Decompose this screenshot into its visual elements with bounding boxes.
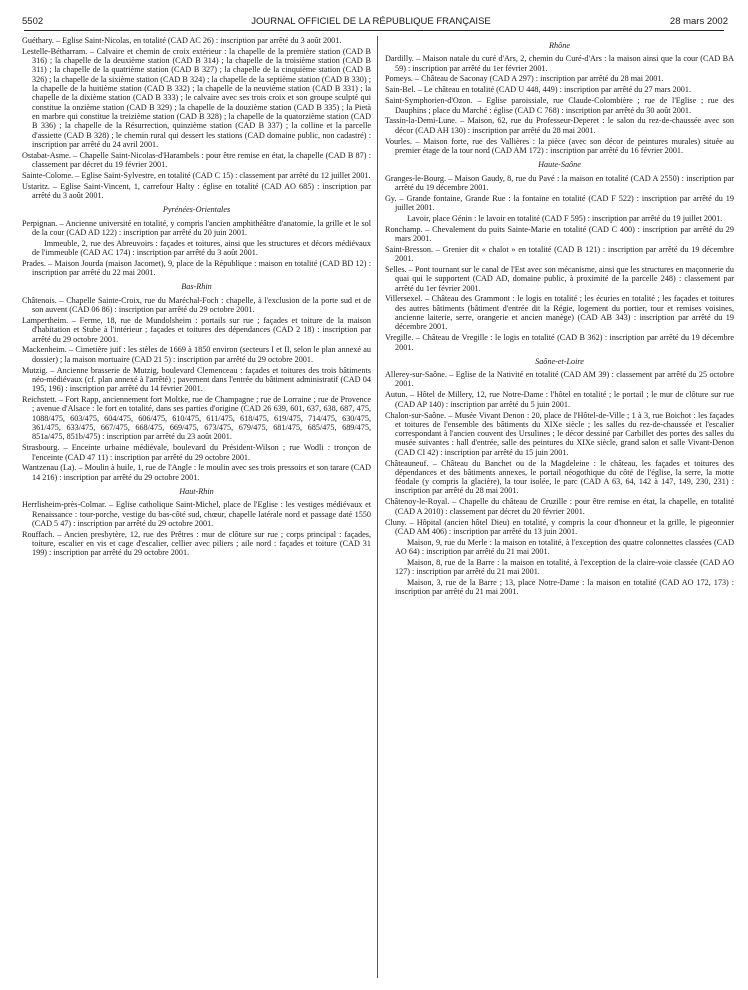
- decree-entry: Dardilly. – Maison natale du curé d'Ars, 2, chemin du Curé-d'Ars : la maison ainsi que la cour (CAD BA 59) : inscription par arrêté du 1er février 2001.: [385, 54, 734, 73]
- decree-entry: Villersexel. – Château des Grammont : le logis en totalité ; les écuries en totalité ; les façades et toitures des autres bâtiments (bâtiment d'entrée dit la Régie, logement du portier, tour et remises voisines, ancienne laiterie, serre, orangerie et ancien manège) (CAD AB 343) : inscription par arrêté du 19 décembre 2001.: [385, 294, 734, 332]
- decree-entry: Pomeys. – Château de Saconay (CAD A 297) : inscription par arrêté du 28 mai 2001.: [385, 74, 664, 84]
- decree-entry: Wantzenau (La). – Moulin à huile, 1, rue de l'Angle : le moulin avec ses trois pressoirs et son tarare (CAD 14 216) : inscription par arrêté du 29 octobre 2001.: [22, 463, 371, 482]
- decree-entry: Châteauneuf. – Château du Banchet ou de la Magdeleine : le château, les façades et toitures des dépendances et des bâtiments annexes, le portail néogothique du côté de l'église, la serre, la motte féodale (y compris la glacière), la tour isolée, le parc (CAD A 63, 64, 142 à 147, 149, 230, 231) : inscription par arrêté du 28 mai 2001.: [385, 458, 734, 496]
- decree-entry: Mackenheim. – Cimetière juif : les stèles de 1669 à 1850 environ (secteurs I et II, selon le plan annexé au dossier) ; la maison mortuaire (CAD 21 5) : inscription par arrêté du 29 octobre 2001.: [22, 345, 371, 364]
- decree-entry: Lampertheim. – Ferme, 18, rue de Mundolsheim : portails sur rue ; façades et toiture de la maison d'habitation et Stube à l'intérieur ; façades et toitures des dépendances (CAD 2 18) : inscription par arrêté du 29 octobre 2001.: [22, 315, 371, 344]
- decree-entry: Saint-Bresson. – Grenier dit « chalot » en totalité (CAD B 121) : inscription par arrêté du 19 décembre 2001.: [385, 244, 734, 264]
- decree-entry: Sainte-Colome. – Eglise Saint-Sylvestre, en totalité (CAD C 15) : classement par arrêté du 12 juillet 2001.: [22, 170, 371, 180]
- decree-entry: Ustaritz. – Eglise Saint-Vincent, 1, carrefour Halty : église en totalité (CAD AO 685) : inscription par arrêté du 3 août 2001.: [22, 181, 371, 201]
- decree-entry: Saint-Symphorien-d'Ozon. – Eglise paroissiale, rue Claude-Colombière ; rue de l'Eglise ; rue des Dauphins ; place du Marché : église (CAD C 768) : inscription par arrêté du 30 août 2001.: [385, 96, 734, 115]
- left-column: [22, 36, 371, 559]
- decree-entry: Reichstett. – Fort Rapp, anciennement fort Moltke, rue de Champagne ; rue de Lorraine ; rue de Provence ; avenue d'Alsace : le fort en totalité, dans ses parties d'origine (CAD 26 639, 601, 637, 638, 687, 475, 1088/475, 603/475, 604/475, 606/475, 610/475, 611/475, 618/475, 619/475, 714/475, 630/475, 361/475, 633/475, 667/475, 668/475, 669/475, 673/475, 679/475, 681/475, 685/475, 689/475, 851a/475, 851b/475) : inscription par arrêté du 23 août 2001.: [22, 395, 371, 442]
- decree-entry: Lestelle-Bétharram. – Calvaire et chemin de croix extérieur : la chapelle de la première station (CAD B 316) ; la chapelle de la deuxième station (CAD B 314) ; la chapelle de la troisième station (CAD B 311) ; la chapelle de la quatrième station (CAD B 327) ; la chapelle de la cinquième station (CAD B 326) ; la chapelle de la sixième station (CAD B 324) ; la chapelle de la septième station (CAD B 330) ; la chapelle de la huitième station (CAD B 332) ; la chapelle de la neuvième station (CAD B 331) ; la chapelle de la dixième station (CAD B 333) ; le calvaire avec ses trois croix et son groupe sculpté qui constitue la onzième station (CAD B 329) ; la chapelle de la douzième station (CAD B 335) ; la Pietà en marbre qui constitue la treizième station (CAD B 328) ; la chapelle de la quatorzième station (CAD B 336) ; la chapelle de la Résurrection, quinzième station (CAD B 337) ; la colline et la parcelle d'assiette (CAD B 328) ; le chemin rural qui dessert les stations (CAD domaine public, non cadastré) : inscription par arrêté du 24 avril 2001.: [22, 46, 371, 149]
- decree-entry: Rouffach. – Ancien presbytère, 12, rue des Prêtres : mur de clôture sur rue ; corps principal : façades, toiture, escalier en vis et cage d'escalier, cellier avec piliers ; aile nord : façades et toiture (CAD 31 199) : inscription par arrêté du 29 octobre 2001.: [22, 529, 371, 558]
- department-heading: Saône-et-Loire: [535, 356, 584, 366]
- decree-entry: Allerey-sur-Saône. – Eglise de la Nativité en totalité (CAD AM 39) : classement par arrêté du 25 octobre 2001.: [385, 370, 734, 389]
- publication-date: 28 mars 2002: [669, 16, 728, 27]
- decree-entry: Vourles. – Maison forte, rue des Vallières : la pièce (avec son décor de peintures murales) située au premier étage de la tour nord (CAD AM 172) : inscription par arrêté du 16 février 2001.: [385, 136, 734, 155]
- decree-entry: Chalon-sur-Saône. – Musée Vivant Denon : 20, place de l'Hôtel-de-Ville ; 1 à 3, rue Boichot : les façades et toitures de l'ensemble des bâtiments du XIXe siècle ; les salles du rez-de-chaussée et l'escalier correspondant à l'ancien couvent des Ursulines ; le décor dessiné par Carbillet des portes des salles du musée suivantes : hall d'entrée, salle des peintures du XIXe siècle, grand salon et salle Vivant-Denon (CAD CI 42) : inscription par arrêté du 15 juin 2001.: [385, 410, 734, 457]
- decree-entry: Gy. – Grande fontaine, Grande Rue : la fontaine en totalité (CAD F 522) : inscription par arrêté du 19 juillet 2001.: [385, 193, 734, 213]
- decree-entry: Mutzig. – Ancienne brasserie de Mutzig, boulevard Clemenceau : façades et toitures des trois bâtiments néo-médiévaux (cf. plan annexé à l'arrêté) ; pavement dans l'entrée du bâtiment administratif (CAD 04 195, 196) : inscription par arrêté du 14 février 2001.: [22, 365, 371, 394]
- decree-entry: Lavoir, place Génin : le lavoir en totalité (CAD F 595) : inscription par arrêté du 19 juillet 2001.: [407, 213, 723, 223]
- decree-entry: Ostabat-Asme. – Chapelle Saint-Nicolas-d'Harambels : pour être remise en état, la chapelle (CAD B 87) : classement par décret du 19 février 2001.: [22, 150, 371, 170]
- decree-entry: Autun. – Hôtel de Millery, 12, rue Notre-Dame : l'hôtel en totalité ; le portail ; le mur de clôture sur rue (CAD AP 140) : inscription par arrêté du 5 juin 2001.: [385, 390, 734, 409]
- decree-entry: Cluny. – Hôpital (ancien hôtel Dieu) en totalité, y compris la cour d'honneur et la grille, le pigeonnier (CAD AM 406) : inscription par arrêté du 13 juin 2001.: [385, 517, 734, 536]
- decree-entry: Guéthary. – Eglise Saint-Nicolas, en totalité (CAD AC 26) : inscription par arrêté du 3 août 2001.: [22, 36, 342, 45]
- department-heading: Pyrénées-Orientales: [162, 205, 231, 215]
- page-header: [14, 12, 728, 28]
- decree-entry: Selles. – Pont tournant sur le canal de l'Est avec son mécanisme, ainsi que les structures en maçonnerie du quai qui le supportent (CAD AD, domaine public, à proximité de la parcelle 248) : classement par arrêté du 1er février 2001.: [385, 264, 734, 293]
- decree-entry: Châtenoy-le-Royal. – Chapelle du château de Cruzille : pour être remise en état, la chapelle, en totalité (CAD A 2010) : classement par décret du 20 février 2001.: [385, 497, 734, 516]
- department-heading: Haut-Rhin: [179, 486, 214, 496]
- decree-entry: Maison, 8, rue de la Barre : la maison en totalité, à l'exception de la claire-voie classée (CAD AO 127) : inscription par arrêté du 21 mai 2001.: [395, 557, 734, 577]
- decree-entry: Maison, 3, rue de la Barre ; 13, place Notre-Dame : la maison en totalité (CAD AO 172, 173) : inscription par arrêté du 21 mai 2001.: [395, 577, 734, 596]
- journal-title: JOURNAL OFFICIEL DE LA RÉPUBLIQUE FRANÇAISE: [251, 16, 491, 27]
- department-heading: Bas-Rhin: [181, 282, 212, 292]
- decree-entry: Tassin-la-Demi-Lune. – Maison, 62, rue du Professeur-Deperet : le salon du rez-de-chaussée avec son décor (CAD AH 130) : inscription par arrêté du 28 mai 2001.: [385, 116, 734, 135]
- decree-entry: Granges-le-Bourg. – Maison Gaudy, 8, rue du Pavé : la maison en totalité (CAD A 2550) : inscription par arrêté du 19 décembre 2001.: [385, 173, 734, 192]
- decree-entry: Herrlisheim-près-Colmar. – Eglise catholique Saint-Michel, place de l'Eglise : les vestiges médiévaux et Renaissance : tour-porche, vestige du bas-côté sud, chœur, chapelle latérale nord et passage daté 1550 (CAD 5 47) : inscription par arrêté du 29 octobre 2001.: [22, 500, 371, 528]
- decree-entry: Ronchamp. – Chevalement du puits Sainte-Marie en totalité (CAD C 400) : inscription par arrêté du 29 mars 2001.: [385, 224, 734, 243]
- decree-entry: Sain-Bel. – Le château en totalité (CAD U 448, 449) : inscription par arrêté du 27 mars 2001.: [385, 85, 692, 95]
- decree-entry: Châtenois. – Chapelle Sainte-Croix, rue du Maréchal-Foch : chapelle, à l'exclusion de la porte sud et de son auvent (CAD 06 86) : inscription par arrêté du 29 octobre 2001.: [22, 295, 371, 315]
- department-heading: Haute-Saône: [538, 160, 581, 170]
- department-heading: Rhône: [549, 41, 570, 50]
- right-column: [385, 36, 734, 598]
- decree-entry: Immeuble, 2, rue des Abreuvoirs : façades et toitures, ainsi que les structures et décors médiévaux de l'immeuble (CAD AC 174) : inscription par arrêté du 3 août 2001.: [32, 238, 371, 258]
- decree-entry: Prades. – Maison Jourda (maison Jacomet), 9, place de la République : maison en totalité (CAD BD 12) : inscription par arrêté du 22 mai 2001.: [22, 258, 371, 278]
- decree-entry: Perpignan. – Ancienne université en totalité, y compris l'ancien amphithéâtre d'anatomie, la grille et le sol de la cour (CAD AD 122) : inscription par arrêté du 20 juin 2001.: [22, 218, 371, 238]
- decree-entry: Strasbourg. – Enceinte urbaine médiévale, boulevard du Président-Wilson ; rue Wodli : tronçon de l'enceinte (CAD 47 11) : inscription par arrêté du 29 octobre 2001.: [22, 443, 371, 462]
- decree-entry: Maison, 9, rue du Merle : la maison en totalité, à l'exception des quatre colonnettes classées (CAD AO 64) : inscription par arrêté du 21 mai 2001.: [395, 537, 734, 557]
- page-number: 5502: [22, 16, 44, 27]
- header-rule: [24, 30, 724, 31]
- decree-entry: Vregille. – Château de Vregille : le logis en totalité (CAD B 362) : inscription par arrêté du 19 décembre 2001.: [385, 333, 734, 352]
- column-separator: [377, 36, 378, 978]
